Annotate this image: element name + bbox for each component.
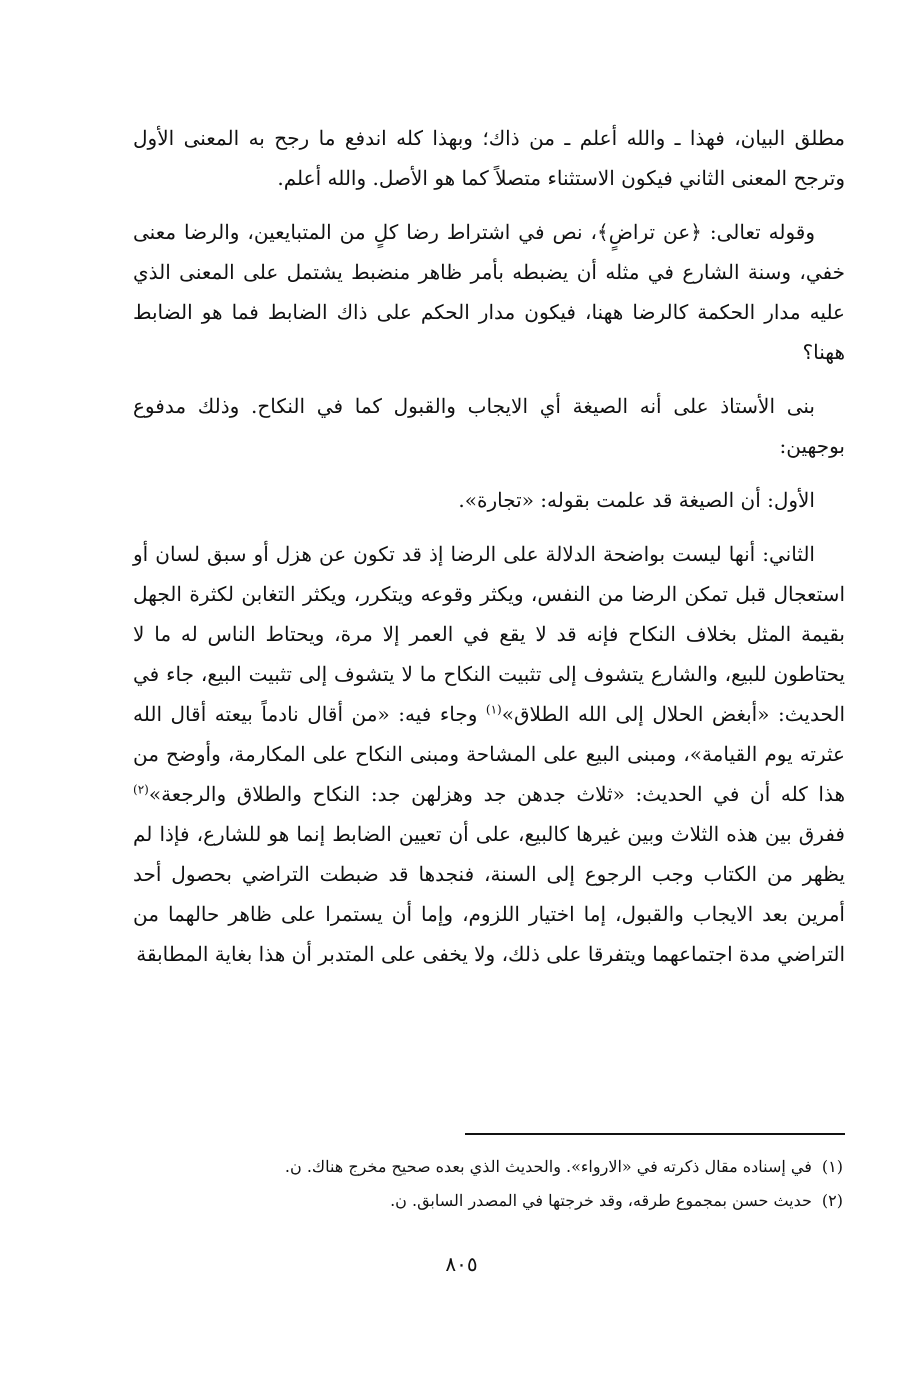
paragraph-5-part-c: ففرق بين هذه الثلاث وبين غيرها كالبيع، على أن تعيين الضابط إنما هو للشارع، فإذا لم يظهر من الكتاب وجب الرجوع إلى السنة، فنجدها قد ضبطت التراضي بحصول أحد أمرين بعد الايجاب والقبول، إما اختيار اللزوم، وإما أن يستمرا على ظاهر حالهما من التراضي مدة اجتماعهما ويتفرقا على ذلك، ولا يخفى على المتدبر أن هذا بغاية المطابقة bbox=[133, 822, 845, 966]
footnote-ref-2: (٢) bbox=[133, 782, 149, 797]
footnote-divider bbox=[465, 1133, 845, 1135]
paragraph-3: بنى الأستاذ على أنه الصيغة أي الايجاب والقبول كما في النكاح. وذلك مدفوع بوجهين: bbox=[133, 394, 845, 458]
footnote-1 bbox=[133, 1150, 843, 1184]
paragraph-5-part-b: وجاء فيه: «من أقال نادماً بيعته أقال الله عثرته يوم القيامة»، ومبنى البيع على المشاحة ومبنى النكاح على المكارمة، وأوضح من هذا كله أن في الحديث: «ثلاث جدهن جد وهزلهن جد: النكاح والطلاق والرجعة» bbox=[133, 702, 845, 806]
main-text bbox=[133, 118, 845, 988]
paragraph-2: وقوله تعالى: ﴿عن تراضٍ﴾، نص في اشتراط رضا كلٍ من المتبايعين، والرضا معنى خفي، وسنة الشارع في مثله أن يضبطه بأمر ظاهر منضبط يشتمل على المعنى الذي عليه مدار الحكمة كالرضا ههنا، فيكون مدار الحكم على ذاك الضابط فما هو الضابط ههنا؟ bbox=[133, 220, 845, 364]
footnote-2-number: (٢) bbox=[821, 1191, 843, 1210]
footnotes bbox=[133, 1150, 843, 1218]
footnote-1-text: في إسناده مقال ذكرته في «الارواء». والحديث الذي بعده صحيح مخرج هناك. ن. bbox=[284, 1157, 812, 1176]
footnote-2-text: حديث حسن بمجموع طرقه، وقد خرجتها في المصدر السابق. ن. bbox=[390, 1191, 812, 1210]
footnote-2 bbox=[133, 1184, 843, 1218]
footnote-ref-1: (١) bbox=[485, 702, 502, 717]
page-number: ٨٠٥ bbox=[445, 1252, 478, 1276]
paragraph-5-part-a: الثاني: أنها ليست بواضحة الدلالة على الرضا إذ قد تكون عن هزل أو سبق لسان أو استعجال قبل تمكن الرضا من النفس، ويكثر وقوعه ويتكرر، ويكثر التغابن لكثرة الجهل بقيمة المثل بخلاف النكاح فإنه قد لا يقع في العمر إلا مرة، ويحتاط الناس له ما لا يحتاطون للبيع، والشارع يتشوف إلى تثبيت النكاح ما لا يتشوف إلى تثبيت البيع، جاء في الحديث: «أبغض الحلال إلى الله الطلاق» bbox=[133, 542, 846, 726]
paragraph-1: مطلق البيان، فهذا ـ والله أعلم ـ من ذاك؛ وبهذا كله اندفع ما رجح به المعنى الأول وترجح المعنى الثاني فيكون الاستثناء متصلاً كما هو الأصل. والله أعلم. bbox=[133, 126, 845, 190]
footnote-1-number: (١) bbox=[821, 1157, 843, 1176]
paragraph-4: الأول: أن الصيغة قد علمت بقوله: «تجارة». bbox=[458, 488, 815, 512]
paragraph-5 bbox=[133, 534, 845, 974]
